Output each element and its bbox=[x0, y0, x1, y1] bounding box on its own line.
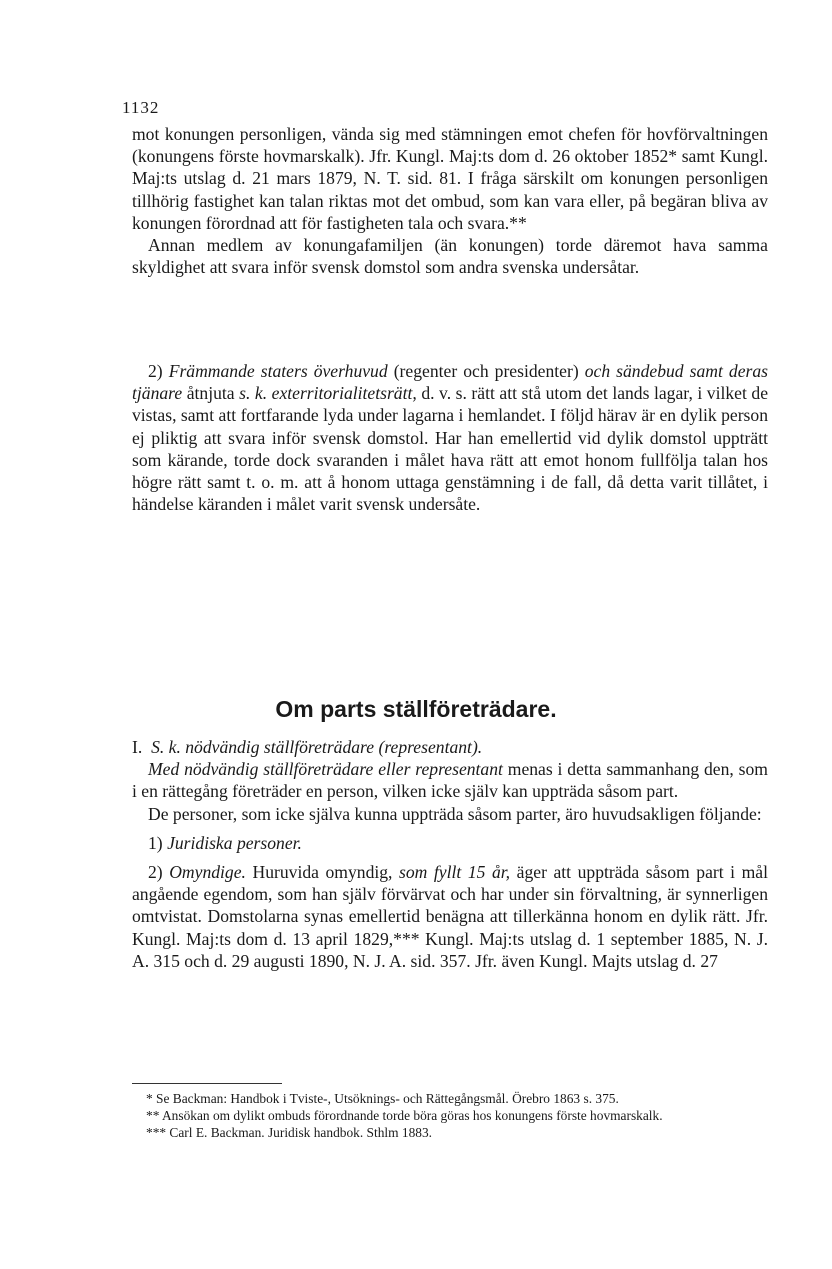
footnote: * Se Backman: Handbok i Tviste-, Utsöknings- och Rättegångsmål. Örebro 1863 s. 375. bbox=[146, 1091, 619, 1106]
section-heading: Om parts ställföreträdare. bbox=[275, 696, 557, 722]
paragraph: mot konungen personligen, vända sig med stämningen emot chefen för hovförvaltningen (konungens förste hovmarskalk). Jfr. Kungl. Maj:ts dom d. 26 oktober 1852* samt Kungl. Maj:ts utslag d. 21 mars 1879, N. T. sid. 81. I fråga särskilt om konungen personligen tillhörig fastighet kan talan riktas mot det ombud, som kan vara eller, på begäran bliva av konungen förordnad att för fastigheten tala och svara.** bbox=[132, 124, 768, 233]
italic-term: Främmande staters överhuvud bbox=[168, 361, 388, 381]
text-run: Huruvida omyndig, bbox=[245, 862, 400, 883]
footnote: ** Ansökan om dylikt ombuds förordnande torde böra göras hos konungens förste hovmarskalk. bbox=[146, 1108, 663, 1123]
subheading bbox=[132, 736, 768, 758]
paragraph: Annan medlem av konungafamiljen (än konungen) torde däremot hava samma skyldighet att svara inför svensk domstol som andra svenska undersåtar. bbox=[132, 235, 768, 278]
italic-term: s. k. exterritorialitetsrätt, bbox=[239, 383, 417, 404]
footnote: *** Carl E. Backman. Juridisk handbok. Sthlm 1883. bbox=[146, 1125, 433, 1140]
text-run: (regenter och presidenter) bbox=[387, 361, 585, 381]
text-run: åtnjuta bbox=[182, 383, 240, 404]
list-item-juridical bbox=[132, 832, 768, 854]
footnotes bbox=[132, 1090, 768, 1141]
section-representatives bbox=[132, 736, 768, 972]
footnote-rule bbox=[132, 1083, 282, 1084]
italic-term: Med nödvändig ställföreträdare eller representant bbox=[148, 759, 503, 780]
section-foreign-heads bbox=[132, 360, 768, 515]
italic-term: som fyllt 15 år, bbox=[399, 862, 511, 883]
list-item-minors bbox=[132, 861, 768, 972]
italic-term: och sändebud samt deras tjänare bbox=[132, 361, 769, 404]
paragraph: De personer, som icke själva kunna uppträda såsom parter, äro huvudsakligen följande: bbox=[148, 803, 762, 824]
subheading-text: S. k. nödvändig ställföreträdare (representant). bbox=[151, 737, 483, 757]
paragraph bbox=[132, 758, 768, 802]
subheading-number: I. bbox=[132, 737, 143, 757]
text-run: d. v. s. rätt att stå utom det lands lagar, i vilket de vistas, samt att fortfarande lyda under lagarna i hemlandet. I följd härav är en dylik person ej pliktig att svara inför svensk domstol. Har han emellertid vid dylik domstol uppträtt som kärande, torde dock svaranden i målet hava rätt att emot honom fullfölja talan hos högre rätt samt t. o. m. att å honom uttaga genstämning i de fall, då detta varit tillåtet, i händelse käranden i målet varit svensk undersåte. bbox=[132, 383, 769, 515]
text-run: äger att uppträda såsom part i mål angående egendom, som han själv förvärvat och har under sin förvaltning, är synnerligen omtvistat. Domstolarna synas emellertid benägna att tillerkänna honom en dylik rätt. Jfr. Kungl. Maj:ts dom d. 13 april 1829,*** Kungl. Maj:ts utslag d. 1 september 1885, N. J. A. 315 och d. 29 augusti 1890, N. J. A. sid. 357. Jfr. även Kungl. Majts utslag d. 27 bbox=[132, 862, 769, 971]
text-run: menas i detta sammanhang den, som i en rättegång företräder en person, vilken icke själv kan uppträda såsom part. bbox=[132, 759, 768, 802]
item-number: 2) bbox=[148, 361, 163, 381]
item-number: 2) bbox=[148, 862, 163, 883]
paragraph-foreign-heads bbox=[132, 360, 768, 515]
page-number: 1132 bbox=[122, 98, 160, 117]
section-sovereign-immunity bbox=[132, 123, 768, 278]
italic-term: Omyndige. bbox=[169, 862, 246, 883]
italic-term: Juridiska personer. bbox=[167, 832, 302, 853]
item-number: 1) bbox=[148, 832, 163, 853]
